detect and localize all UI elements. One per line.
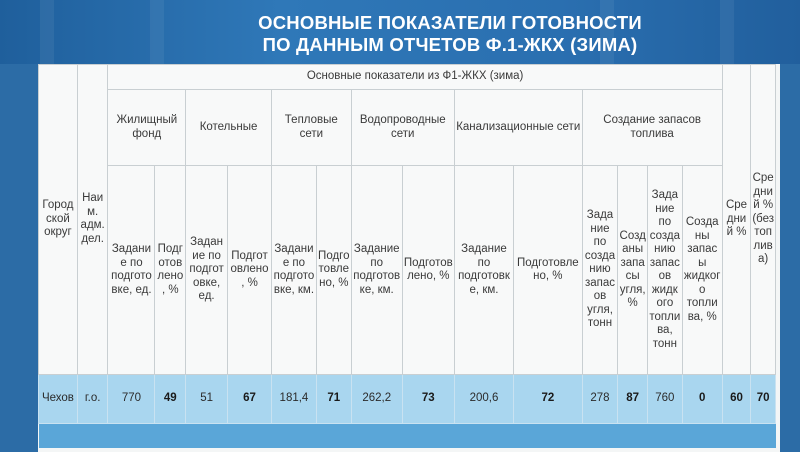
- cell-housing-done: 49: [155, 374, 186, 423]
- cell-city: Чехов: [39, 374, 78, 423]
- col-header-avg: Средний %: [722, 65, 751, 375]
- page-title-line1: ОСНОВНЫЕ ПОКАЗАТЕЛИ ГОТОВНОСТИ: [258, 12, 642, 33]
- col-header-avg-nofuel: Средний % (без топлива): [751, 65, 776, 375]
- sub-water-done: Подготовлено, %: [402, 166, 454, 374]
- cell-boilers-done: 67: [228, 374, 272, 423]
- sub-sewer-done: Подготовлено, %: [514, 166, 582, 374]
- cat-fuel: Создание запасов топлива: [582, 90, 722, 166]
- cell-boilers-task: 51: [186, 374, 228, 423]
- sub-housing-task: Задание по подготовке, ед.: [108, 166, 155, 374]
- col-header-admin: Наим. адм. дел.: [77, 65, 108, 375]
- cat-sewer: Канализационные сети: [454, 90, 582, 166]
- cell-heat-done: 71: [316, 374, 351, 423]
- cell-avg-nofuel: 70: [751, 374, 776, 423]
- table-bottom-band: [39, 423, 776, 448]
- banner-stripe: [150, 0, 164, 64]
- indicators-table: [38, 64, 776, 448]
- cell-liquid-task: 760: [647, 374, 682, 423]
- cell-water-done: 73: [402, 374, 454, 423]
- cell-housing-task: 770: [108, 374, 155, 423]
- sub-housing-done: Подготовлено, %: [155, 166, 186, 374]
- cell-sewer-task: 200,6: [454, 374, 513, 423]
- table-row: [39, 374, 776, 423]
- group-header: Основные показатели из Ф1-ЖКХ (зима): [108, 65, 722, 90]
- sub-coal-done: Созданы запасы угля, %: [618, 166, 648, 374]
- bottom-band-cell: [39, 423, 776, 448]
- banner-stripe: [40, 0, 54, 64]
- sub-liquid-task: Задание по созданию запасов жидкого топлива, тонн: [647, 166, 682, 374]
- banner-stripe: [720, 0, 734, 64]
- indicators-table-wrap: [38, 64, 780, 452]
- cell-coal-done: 87: [618, 374, 648, 423]
- cell-admin: г.о.: [77, 374, 108, 423]
- cell-sewer-done: 72: [514, 374, 582, 423]
- cell-coal-task: 278: [582, 374, 618, 423]
- cat-housing: Жилищный фонд: [108, 90, 186, 166]
- sub-liquid-done: Созданы запасы жидкого топлива, %: [682, 166, 722, 374]
- sub-boilers-task: Задание по подготовке, ед.: [186, 166, 228, 374]
- sub-boilers-done: Подготовлено, %: [228, 166, 272, 374]
- sub-heat-done: Подготовлено, %: [316, 166, 351, 374]
- cat-heat: Тепловые сети: [271, 90, 351, 166]
- cat-boilers: Котельные: [186, 90, 272, 166]
- cell-avg: 60: [722, 374, 751, 423]
- page-title-line2: ПО ДАННЫМ ОТЧЕТОВ Ф.1-ЖКХ (ЗИМА): [262, 34, 638, 55]
- col-header-city: Городской округ: [39, 65, 78, 375]
- title-banner: [0, 0, 800, 64]
- cell-heat-task: 181,4: [271, 374, 316, 423]
- sub-water-task: Задание по подготовке, км.: [351, 166, 402, 374]
- cell-liquid-done: 0: [682, 374, 722, 423]
- sub-coal-task: Задание по созданию запасов угля, тонн: [582, 166, 618, 374]
- cell-water-task: 262,2: [351, 374, 402, 423]
- sub-heat-task: Задание по подготовке, км.: [271, 166, 316, 374]
- sub-sewer-task: Задание по подготовке, км.: [454, 166, 513, 374]
- cat-water: Водопроводные сети: [351, 90, 454, 166]
